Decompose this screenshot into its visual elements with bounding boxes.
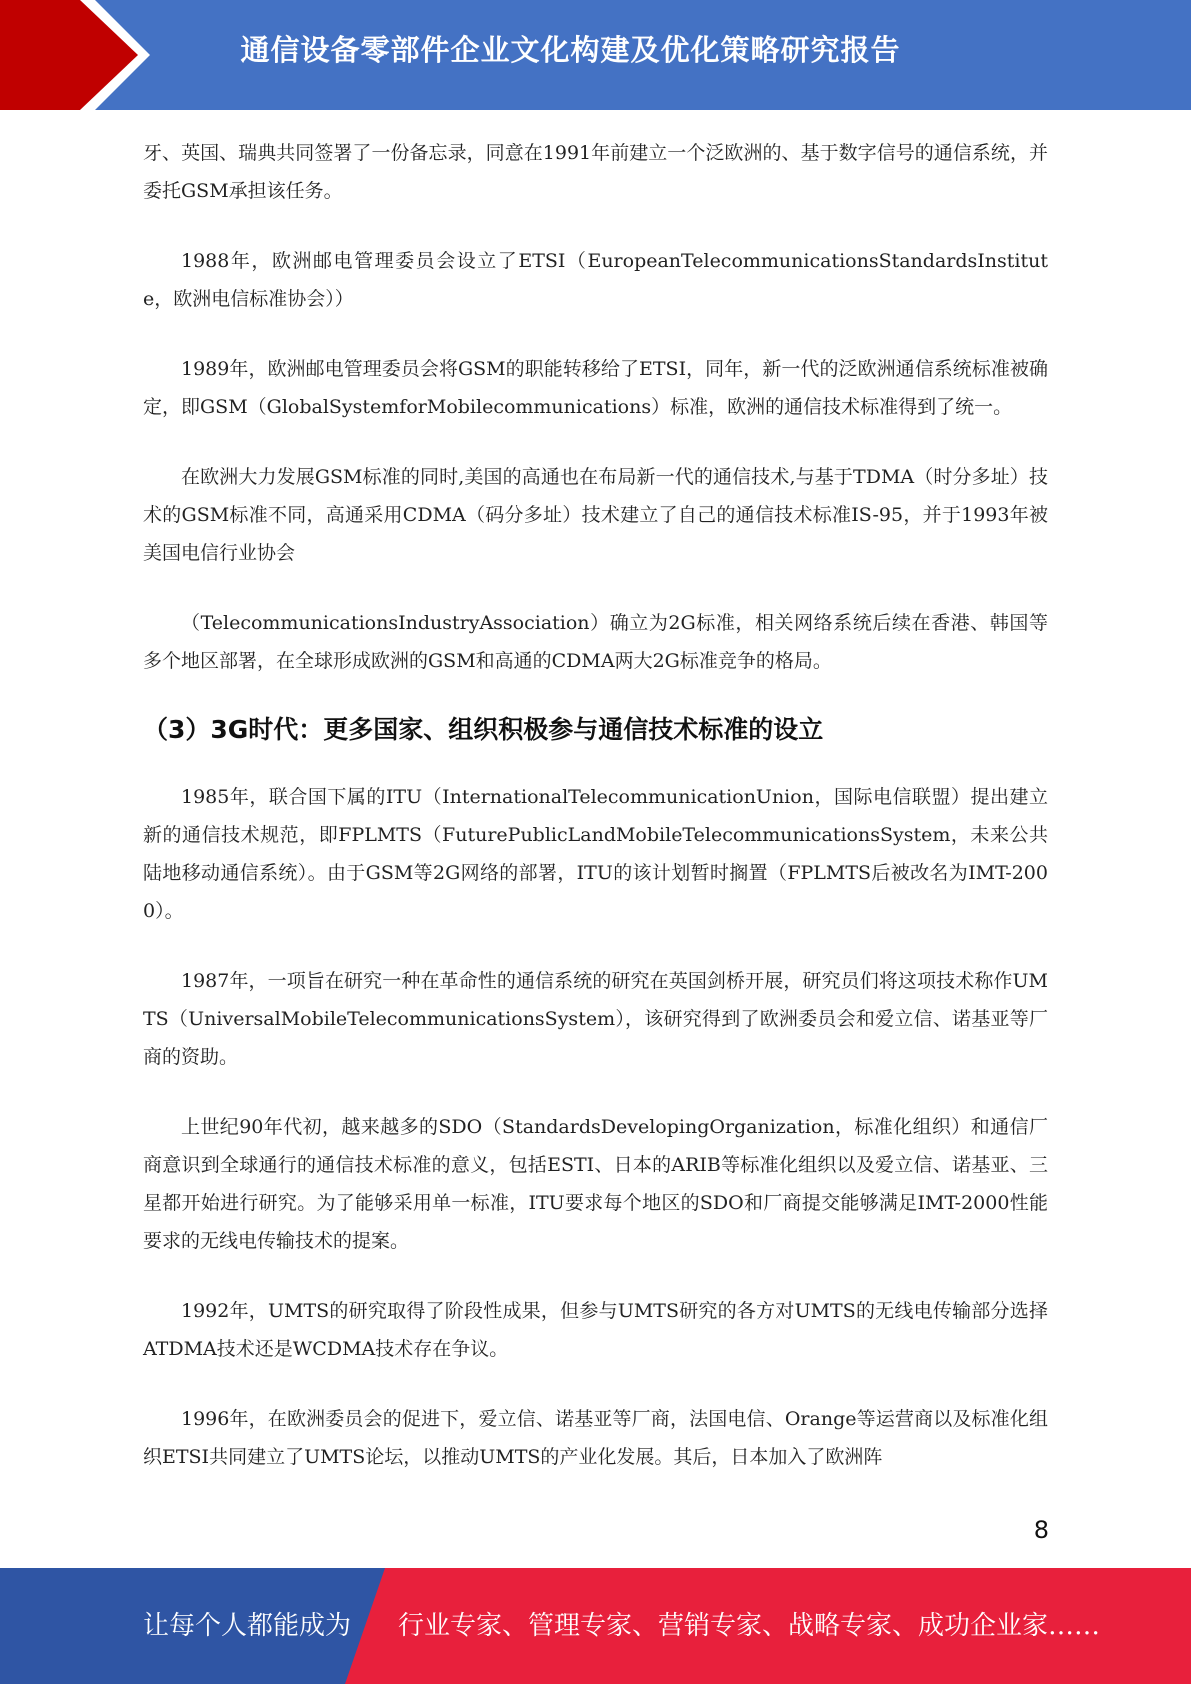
footer-slogan-left: 让每个人都能成为 [143,1611,352,1641]
paragraph: （TelecommunicationsIndustryAssociation）确立为2G标准，相关网络系统后续在香港、韩国等多个地区部署，在全球形成欧洲的GSM和高通的CDMA两大2G标准竞争的格局。 [143,612,1048,672]
paragraph: 1992年，UMTS的研究取得了阶段性成果，但参与UMTS研究的各方对UMTS的无线电传输部分选择ATDMA技术还是WCDMA技术存在争议。 [143,1300,1048,1360]
paragraph: 1996年，在欧洲委员会的促进下，爱立信、诺基亚等厂商，法国电信、Orange等运营商以及标准化组织ETSI共同建立了UMTS论坛，以推动UMTS的产业化发展。其后，日本加入了欧洲阵 [143,1408,1048,1468]
paragraph: 1987年，一项旨在研究一种在革命性的通信系统的研究在英国剑桥开展，研究员们将这项技术称作UMTS（UniversalMobileTelecommunicationsSystem），该研究得到了欧洲委员会和爱立信、诺基亚等厂商的资助。 [143,970,1048,1068]
paragraph: 1988年，欧洲邮电管理委员会设立了ETSI（EuropeanTelecommunicationsStandardsInstitute，欧洲电信标准协会）） [143,250,1048,310]
paragraph: 上世纪90年代初，越来越多的SDO（StandardsDevelopingOrganization，标准化组织）和通信厂商意识到全球通行的通信技术标准的意义，包括ESTI、日本的ARIB等标准化组织以及爱立信、诺基亚、三星都开始进行研究。为了能够采用单一标准，ITU要求每个地区的SDO和厂商提交能够满足IMT-2000性能要求的无线电传输技术的提案。 [143,1116,1048,1252]
paragraph: 在欧洲大力发展GSM标准的同时,美国的高通也在布局新一代的通信技术,与基于TDMA（时分多址）技术的GSM标准不同，高通采用CDMA（码分多址）技术建立了自己的通信技术标准IS-95，并于1993年被美国电信行业协会 [143,466,1048,564]
paragraph: 1989年，欧洲邮电管理委员会将GSM的职能转移给了ETSI，同年，新一代的泛欧洲通信系统标准被确定，即GSM（GlobalSystemforMobilecommunications）标准，欧洲的通信技术标准得到了统一。 [143,358,1048,418]
page-footer [0,1568,1191,1684]
paragraph: 牙、英国、瑞典共同签署了一份备忘录，同意在1991年前建立一个泛欧洲的、基于数字信号的通信系统，并委托GSM承担该任务。 [143,142,1048,202]
document-body [143,134,1048,1508]
page-header [0,0,1191,110]
section-heading: （3）3G时代：更多国家、组织积极参与通信技术标准的设立 [143,715,824,744]
header-title: 通信设备零部件企业文化构建及优化策略研究报告 [240,33,901,67]
paragraph: 1985年，联合国下属的ITU（InternationalTelecommunicationUnion，国际电信联盟）提出建立新的通信技术规范，即FPLMTS（FuturePublicLandMobileTelecommunicationsSystem，未来公共陆地移动通信系统）。由于GSM等2G网络的部署，ITU的该计划暂时搁置（FPLMTS后被改名为IMT-2000）。 [143,786,1048,922]
page-number: 8 [1033,1516,1049,1544]
footer-slogan-right: 行业专家、管理专家、营销专家、战略专家、成功企业家…… [398,1611,1101,1641]
